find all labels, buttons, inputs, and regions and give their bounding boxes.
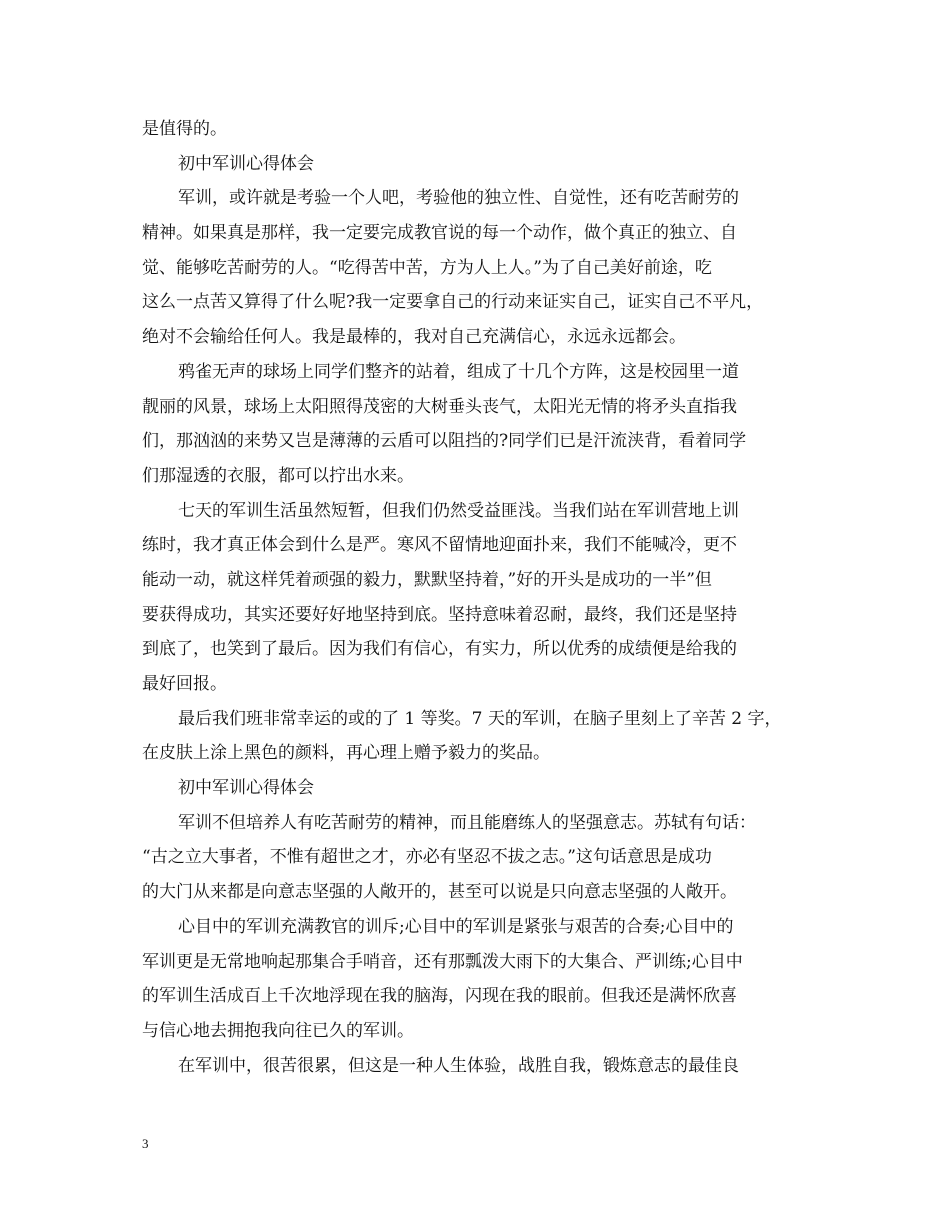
text-line: 最后我们班非常幸运的或的了 1 等奖。7 天的军训，在脑子里刻上了辛苦 2 字，	[178, 708, 782, 729]
text-line: 练时，我才真正体会到什么是严。寒风不留情地迎面扑来，我们不能喊冷，更不	[142, 535, 737, 556]
text-line: 军训，或许就是考验一个人吧，考验他的独立性、自觉性，还有吃苦耐劳的	[178, 188, 739, 209]
text-line: 最好回报。	[142, 674, 227, 694]
text-line: 军训不但培养人有吃苦耐劳的精神，而且能磨练人的坚强意志。苏轼有句话：	[178, 812, 756, 833]
text-line: 是值得的。	[142, 119, 227, 139]
text-line: 们那湿透的衣服，都可以拧出水来。	[142, 465, 414, 486]
text-line: 与信心地去拥抱我向往已久的军训。	[142, 1020, 414, 1041]
text-line: 到底了，也笑到了最后。因为我们有信心，有实力，所以优秀的成绩便是给我的	[142, 639, 737, 660]
text-line: 在军训中，很苦很累，但这是一种人生体验，战胜自我，锻炼意志的最佳良	[178, 1055, 739, 1076]
text-line: 在皮肤上涂上黑色的颜料，再心理上赠予毅力的奖品。	[142, 743, 550, 764]
text-line: 靓丽的风景，球场上太阳照得茂密的大树垂头丧气，太阳光无情的将矛头直指我	[142, 396, 737, 417]
text-line: 心目中的军训充满教官的训斥;心目中的军训是紧张与艰苦的合奏;心目中的	[178, 916, 734, 937]
text-line: 能动一动，就这样凭着顽强的毅力，默默坚持着，”好的开头是成功的一半”但	[142, 569, 712, 590]
text-line: “古之立大事者，不惟有超世之才，亦必有坚忍不拔之志。”这句话意思是成功	[142, 847, 712, 868]
text-line: 这么一点苦又算得了什么呢?我一定要拿自己的行动来证实自己，证实自己不平凡，	[142, 292, 764, 313]
text-line: 七天的军训生活虽然短暂，但我们仍然受益匪浅。当我们站在军训营地上训	[178, 500, 739, 521]
page-number: 3	[142, 1136, 149, 1151]
text-line: 精神。如果真是那样，我一定要完成教官说的每一个动作，做个真正的独立、自	[142, 223, 737, 244]
text-line: 们，那汹汹的来势又岂是薄薄的云盾可以阻挡的?同学们已是汗流浃背，看着同学	[142, 431, 747, 452]
text-line: 绝对不会输给任何人。我是最棒的，我对自己充满信心，永远永远都会。	[142, 327, 686, 348]
text-line: 的军训生活成百上千次地浮现在我的脑海，闪现在我的眼前。但我还是满怀欣喜	[142, 986, 737, 1007]
text-line: 初中军训心得体会	[178, 153, 314, 174]
text-line: 要获得成功，其实还要好好地坚持到底。坚持意味着忍耐，最终，我们还是坚持	[142, 604, 737, 625]
text-line: 军训更是无常地响起那集合手哨音，还有那瓢泼大雨下的大集合、严训练;心目中	[142, 951, 743, 972]
document-body	[142, 112, 822, 1083]
text-line: 初中军训心得体会	[178, 778, 314, 799]
text-line: 鸦雀无声的球场上同学们整齐的站着，组成了十几个方阵，这是校园里一道	[178, 361, 739, 382]
text-line: 觉、能够吃苦耐劳的人。“吃得苦中苦，方为人上人。”为了自己美好前途，吃	[142, 257, 712, 278]
text-line: 的大门从来都是向意志坚强的人敞开的，甚至可以说是只向意志坚强的人敞开。	[142, 882, 737, 903]
